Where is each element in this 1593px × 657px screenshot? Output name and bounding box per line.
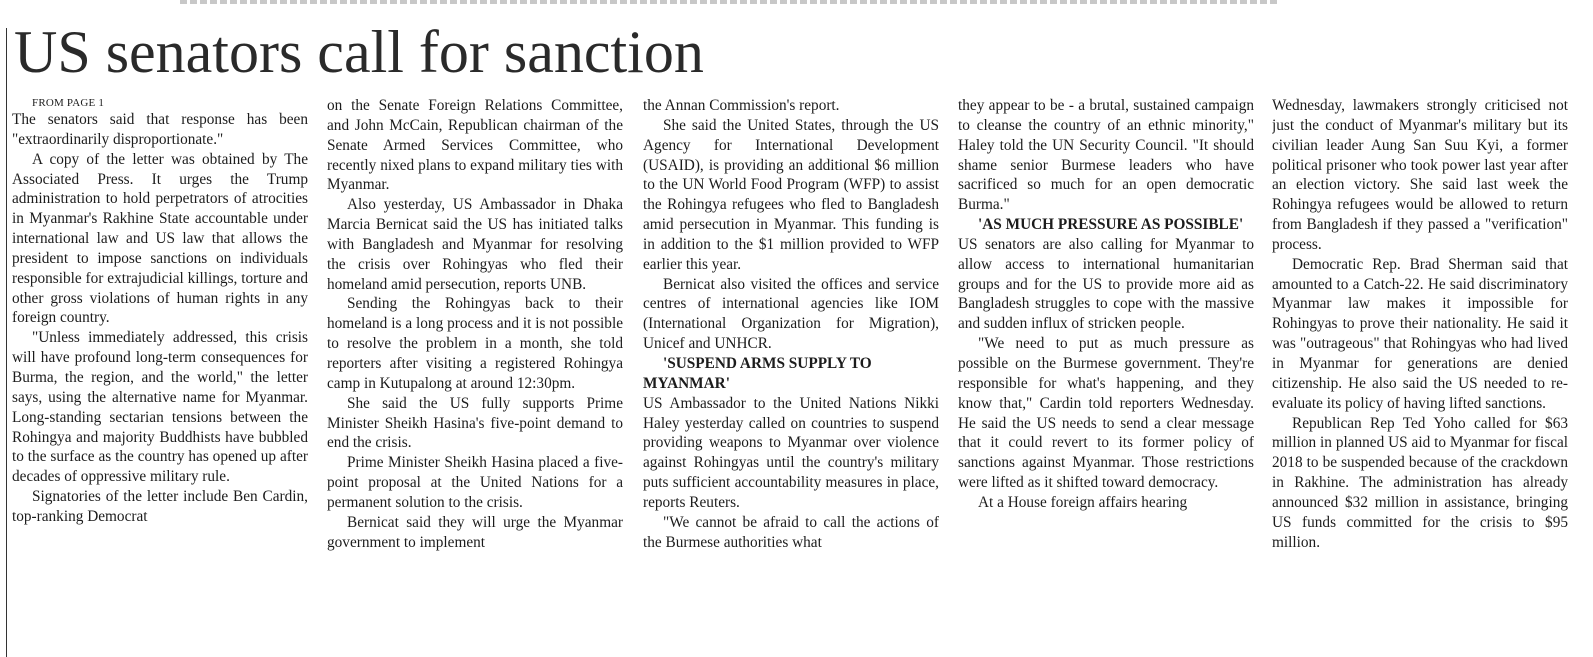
article-body [12,96,1572,656]
paragraph: A copy of the letter was obtained by The Associated Press. It urges the Trump administration to hold perpetrators of atrocities in Myanmar's Rakhine State accountable under international law and US law that allows the president to impose sanctions on individuals responsible for extrajudicial killings, torture and other gross violations of human rights in any foreign country. [12,150,308,327]
article-column-1 [12,96,308,656]
paragraph: Sending the Rohingyas back to their homeland is a long process and it is not possible to resolve the problem in a month, she told reporters after visiting a registered Rohingya camp in Kutupalong at around 12:30pm. [327,295,623,392]
paragraph: US Ambassador to the United Nations Nikki Haley yesterday called on countries to suspend providing weapons to Myanmar over violence against Rohingyas until the country's military puts sufficient accountability measures in place, reports Reuters. [643,394,939,511]
paragraph: Also yesterday, US Ambassador in Dhaka Marcia Bernicat said the US has initiated talks with Bangladesh and Myanmar for resolving the crisis over Rohingyas who fled their homeland amid persecution, reports UNB. [327,196,623,293]
paragraph: Prime Minister Sheikh Hasina placed a five-point proposal at the United Nations for a permanent solution to the crisis. [327,454,623,511]
paragraph: Bernicat also visited the offices and service centres of international agencies like IOM (International Organization for Migration), Unicef and UNHCR. [643,275,939,353]
paragraph: The senators said that response has been "extraordinarily disproportionate." [12,111,308,148]
paragraph: Bernicat said they will urge the Myanmar government to implement [327,513,623,551]
paragraph: Democratic Rep. Brad Sherman said that amounted to a Catch-22. He said discriminatory Myanmar law makes it impossible for Rohingyas to prove their nationality. He said it was "outrageous" that Rohingyas who had lived in Myanmar for generations are denied citizenship. He also said the US needed to re-evaluate its policy of having lifted sanctions. [1272,255,1568,412]
article-column-4 [958,96,1254,656]
paragraph: US senators are also calling for Myanmar to allow access to international humanitarian groups and for the US to provide more aid as Bangladesh struggles to cope with the massive and sudden influx of stricken people. [958,235,1254,333]
paragraph: "Unless immediately addressed, this crisis will have profound long-term consequences for Burma, the region, and the world," the letter says, using the alternative name for Myanmar. Long-standing sectarian tensions between the Rohingya and majority Buddhists have bubbled to the surface as the country has opened up after decades of oppressive military rule. [12,329,308,486]
headline: US senators call for sanction [14,19,704,85]
column-rule [6,28,7,657]
kicker: FROM PAGE 1 [32,97,105,109]
paragraph: on the Senate Foreign Relations Committee, and John McCain, Republican chairman of the Senate Armed Services Committee, who recently nixed plans to expand military ties with Myanmar. [327,97,623,194]
article-column-2 [327,96,623,656]
subheading: 'SUSPEND ARMS SUPPLY TO MYANMAR' [643,354,872,392]
paragraph: Wednesday, lawmakers strongly criticised not just the conduct of Myanmar's military but its civilian leader Aung San Suu Kyi, a former political prisoner who took power last year after an election victory. She said last week the Rohingya refugees would be allowed to return from Bangladesh if they passed a "verification" process. [1272,97,1568,253]
paragraph: Signatories of the letter include Ben Cardin, top-ranking Democrat [12,488,308,525]
subheading: 'AS MUCH PRESSURE AS POSSIBLE' [978,216,1244,234]
previous-story-tail-rule [180,0,1280,4]
paragraph: the Annan Commission's report. [643,97,840,114]
paragraph: She said the United States, through the US Agency for International Development (USAID), is providing an additional $6 million to the UN World Food Program (WFP) to assist the Rohingya refugees who fled to Bangladesh amid persecution in Myanmar. This funding is in addition to the $1 million provided to WFP earlier this year. [643,116,939,273]
paragraph: they appear to be - a brutal, sustained campaign to cleanse the country of an ethnic minority," Haley told the UN Security Council. "It should shame senior Burmese leaders who have sacrificed so much for an open democratic Burma." [958,97,1254,214]
article-column-3 [643,96,939,656]
paragraph: "We need to put as much pressure as possible on the Burmese government. They're responsible for what's happening, and they know that," Cardin told reporters Wednesday. He said the US needs to send a clear message that it could revert to its former policy of sanctions against Myanmar. Those restrictions were lifted as it shifted toward democracy. [958,335,1254,492]
paragraph: She said the US fully supports Prime Minister Sheikh Hasina's five-point demand to end the crisis. [327,394,623,452]
paragraph: At a House foreign affairs hearing [978,493,1188,511]
article-column-5 [1272,96,1568,656]
paragraph: Republican Rep Ted Yoho called for $63 million in planned US aid to Myanmar for fiscal 2018 to be suspended because of the crackdown in Rakhine. The administration has already announced $32 million in assistance, bringing US funds committed for the crisis to $95 million. [1272,414,1568,551]
paragraph: "We cannot be afraid to call the actions of the Burmese authorities what [643,513,939,551]
